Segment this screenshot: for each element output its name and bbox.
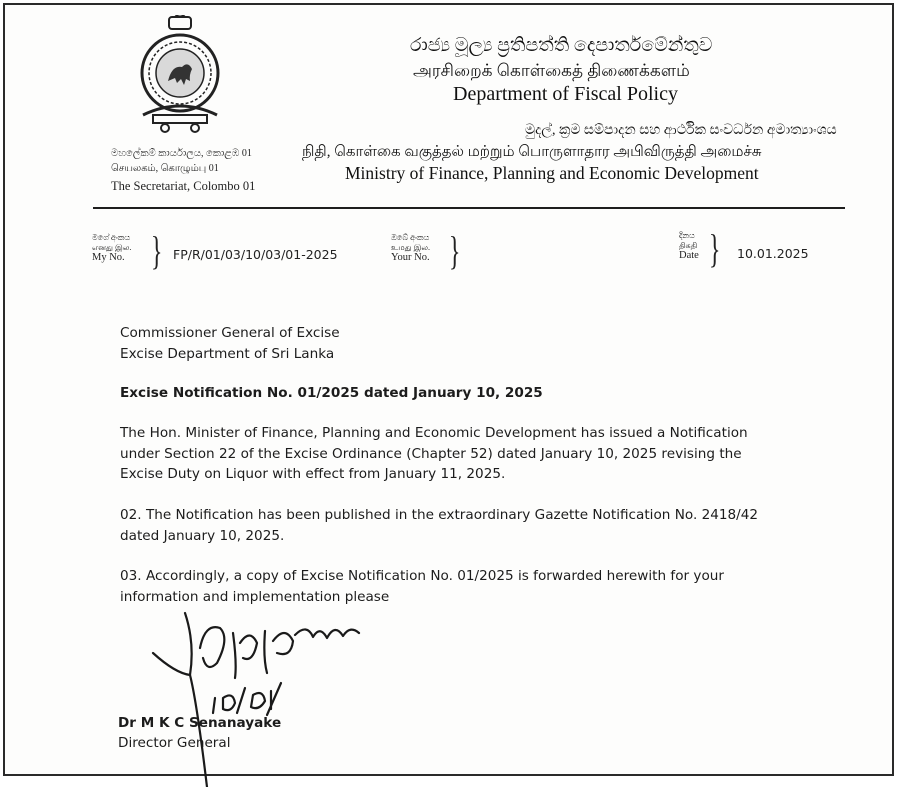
letter-subject <box>120 383 543 404</box>
paragraph-2 <box>120 505 758 546</box>
recipient-block <box>120 323 340 364</box>
paragraph-line: 03. Accordingly, a copy of Excise Notification No. 01/2025 is forwarded herewith for your <box>120 568 724 584</box>
paragraph-line: 02. The Notification has been published in the extraordinary Gazette Notification No. 2418/42 <box>120 507 759 523</box>
date-brace: } <box>708 226 721 271</box>
address-tamil: செயலகம், கொழும்பு 01 <box>111 163 219 174</box>
ministry-name-sinhala: මුදල්, ක්‍රම සම්පාදන සහ ආර්ථික සංවර්ධන අමාත්‍යාංශය <box>525 123 837 138</box>
paragraph-line: Excise Duty on Liquor with effect from January 11, 2025. <box>120 466 506 482</box>
address-sinhala: මහලේකම් කාර්යාලය, කොළඹ 01 <box>111 148 252 159</box>
address-english: The Secretariat, Colombo 01 <box>111 179 256 193</box>
my-no-label <box>92 233 131 263</box>
my-no-label-sinhala: මගේ අංකය <box>92 233 131 242</box>
subject-line: Excise Notification No. 01/2025 dated January 10, 2025 <box>120 385 543 401</box>
paragraph-line: information and implementation please <box>120 588 390 605</box>
my-no-label-tamil: எனது இல. <box>92 243 132 252</box>
recipient-line: Commissioner General of Excise <box>120 325 340 341</box>
paragraph-line: The Hon. Minister of Finance, Planning and Economic Development has issued a Notification <box>120 425 748 441</box>
your-no-label-sinhala: ඔබේ අංකය <box>391 233 430 242</box>
your-no-label-english: Your No. <box>391 252 430 263</box>
date-label <box>679 231 699 261</box>
header-divider <box>93 207 845 209</box>
paragraph-3 <box>120 566 724 607</box>
department-name-english: Department of Fiscal Policy <box>453 83 678 105</box>
your-no-label <box>391 233 430 263</box>
ministry-name-english: Ministry of Finance, Planning and Economic Development <box>345 163 759 183</box>
recipient-line: Excise Department of Sri Lanka <box>120 345 335 362</box>
department-name-sinhala: රාජ්‍ය මූල්‍ය ප්‍රතිපත්ති දෙපාර්තමේන්තුව <box>410 35 713 56</box>
ministry-name-tamil: நிதி, கொள்கை வகுத்தல் மற்றும் பொருளாதார அபிவிருத்தி அமைச்சு <box>302 144 762 160</box>
your-no-label-tamil: உமது இல. <box>391 243 431 252</box>
paragraph-1 <box>120 423 748 485</box>
my-no-value: FP/R/01/03/10/03/01-2025 <box>173 247 338 262</box>
national-emblem-icon <box>135 15 225 135</box>
signer-title: Director General <box>118 735 231 751</box>
paragraph-line: dated January 10, 2025. <box>120 527 285 544</box>
date-label-english: Date <box>679 250 699 261</box>
paragraph-line: under Section 22 of the Excise Ordinance (Chapter 52) dated January 10, 2025 revising the <box>120 445 742 462</box>
letter-page <box>3 3 894 776</box>
my-no-brace: } <box>150 228 163 273</box>
department-name-tamil: அரசிறைக் கொள்கைத் திணைக்களம் <box>413 61 690 80</box>
my-no-label-english: My No. <box>92 252 125 263</box>
your-no-brace: } <box>448 228 461 273</box>
date-label-sinhala: දිනය <box>679 231 695 240</box>
signer-name: Dr M K C Senanayake <box>118 715 282 731</box>
date-label-tamil: திகதி <box>679 241 698 250</box>
date-value: 10.01.2025 <box>737 246 809 261</box>
handwritten-signature-icon <box>145 603 385 787</box>
